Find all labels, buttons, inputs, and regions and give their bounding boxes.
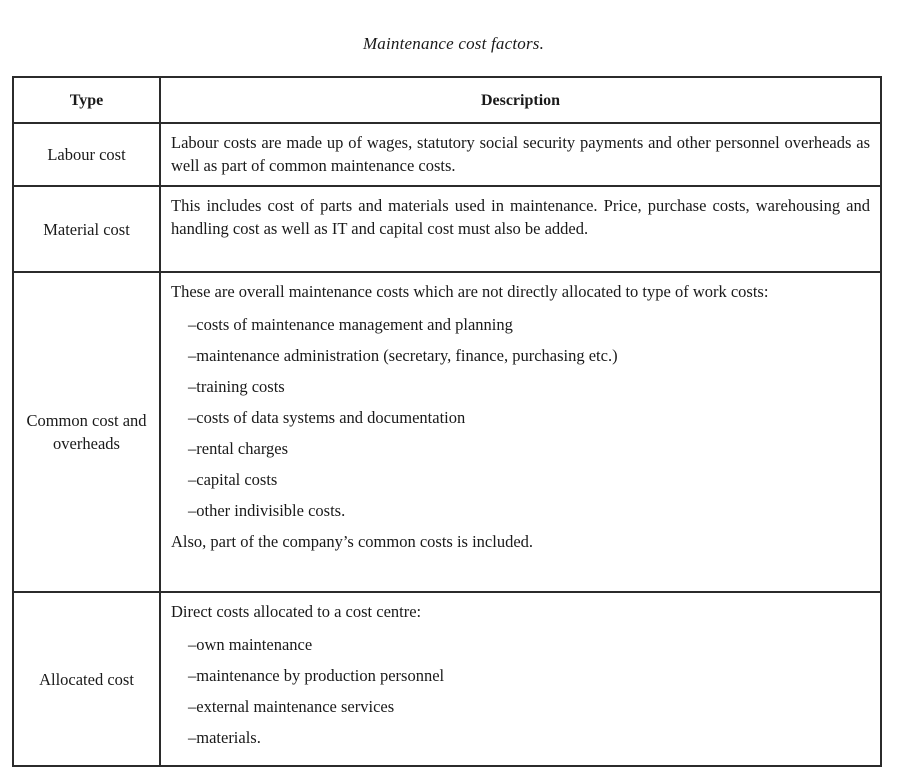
- list-item: – own maintenance: [188, 629, 870, 660]
- description-cell-labour-cost: [160, 123, 881, 186]
- list-item: – materials.: [188, 722, 870, 753]
- list-item: – costs of data systems and documentation: [188, 402, 870, 433]
- allocated-cost-list: [171, 629, 870, 753]
- table-row: [13, 592, 881, 766]
- type-cell-common-cost: Common cost and overheads: [13, 272, 160, 592]
- list-item: – other indivisible costs.: [188, 495, 870, 526]
- description-cell-allocated-cost: [160, 592, 881, 766]
- common-cost-list: [171, 309, 870, 526]
- table-row: [13, 272, 881, 592]
- description-text: This includes cost of parts and materials used in maintenance. Price, purchase costs, warehousing and handling cost as well as IT and capital cost must also be added.: [171, 196, 870, 238]
- list-item: – costs of maintenance management and planning: [188, 309, 870, 340]
- table-row: [13, 186, 881, 272]
- type-cell-material-cost: Material cost: [13, 186, 160, 272]
- list-item: – training costs: [188, 371, 870, 402]
- header-description: Description: [160, 77, 881, 123]
- table-header-row: [13, 77, 881, 123]
- list-item: – maintenance administration (secretary, finance, purchasing etc.): [188, 340, 870, 371]
- description-cell-material-cost: [160, 186, 881, 272]
- table-row: [13, 123, 881, 186]
- description-text: These are overall maintenance costs which are not directly allocated to type of work costs:: [171, 282, 769, 301]
- description-note: Also, part of the company’s common costs is included.: [171, 532, 534, 551]
- list-item: – maintenance by production personnel: [188, 660, 870, 691]
- type-cell-allocated-cost: Allocated cost: [13, 592, 160, 766]
- table-caption: Maintenance cost factors.: [362, 34, 545, 53]
- list-item: – external maintenance services: [188, 691, 870, 722]
- description-cell-common-cost: [160, 272, 881, 592]
- cost-factors-table: [12, 76, 882, 767]
- list-item: – rental charges: [188, 433, 870, 464]
- description-text: Labour costs are made up of wages, statutory social security payments and other personnel overheads as well as part of common maintenance costs.: [171, 133, 870, 175]
- header-type: Type: [13, 77, 160, 123]
- description-text: Direct costs allocated to a cost centre:: [171, 602, 422, 621]
- type-cell-labour-cost: Labour cost: [13, 123, 160, 186]
- list-item: – capital costs: [188, 464, 870, 495]
